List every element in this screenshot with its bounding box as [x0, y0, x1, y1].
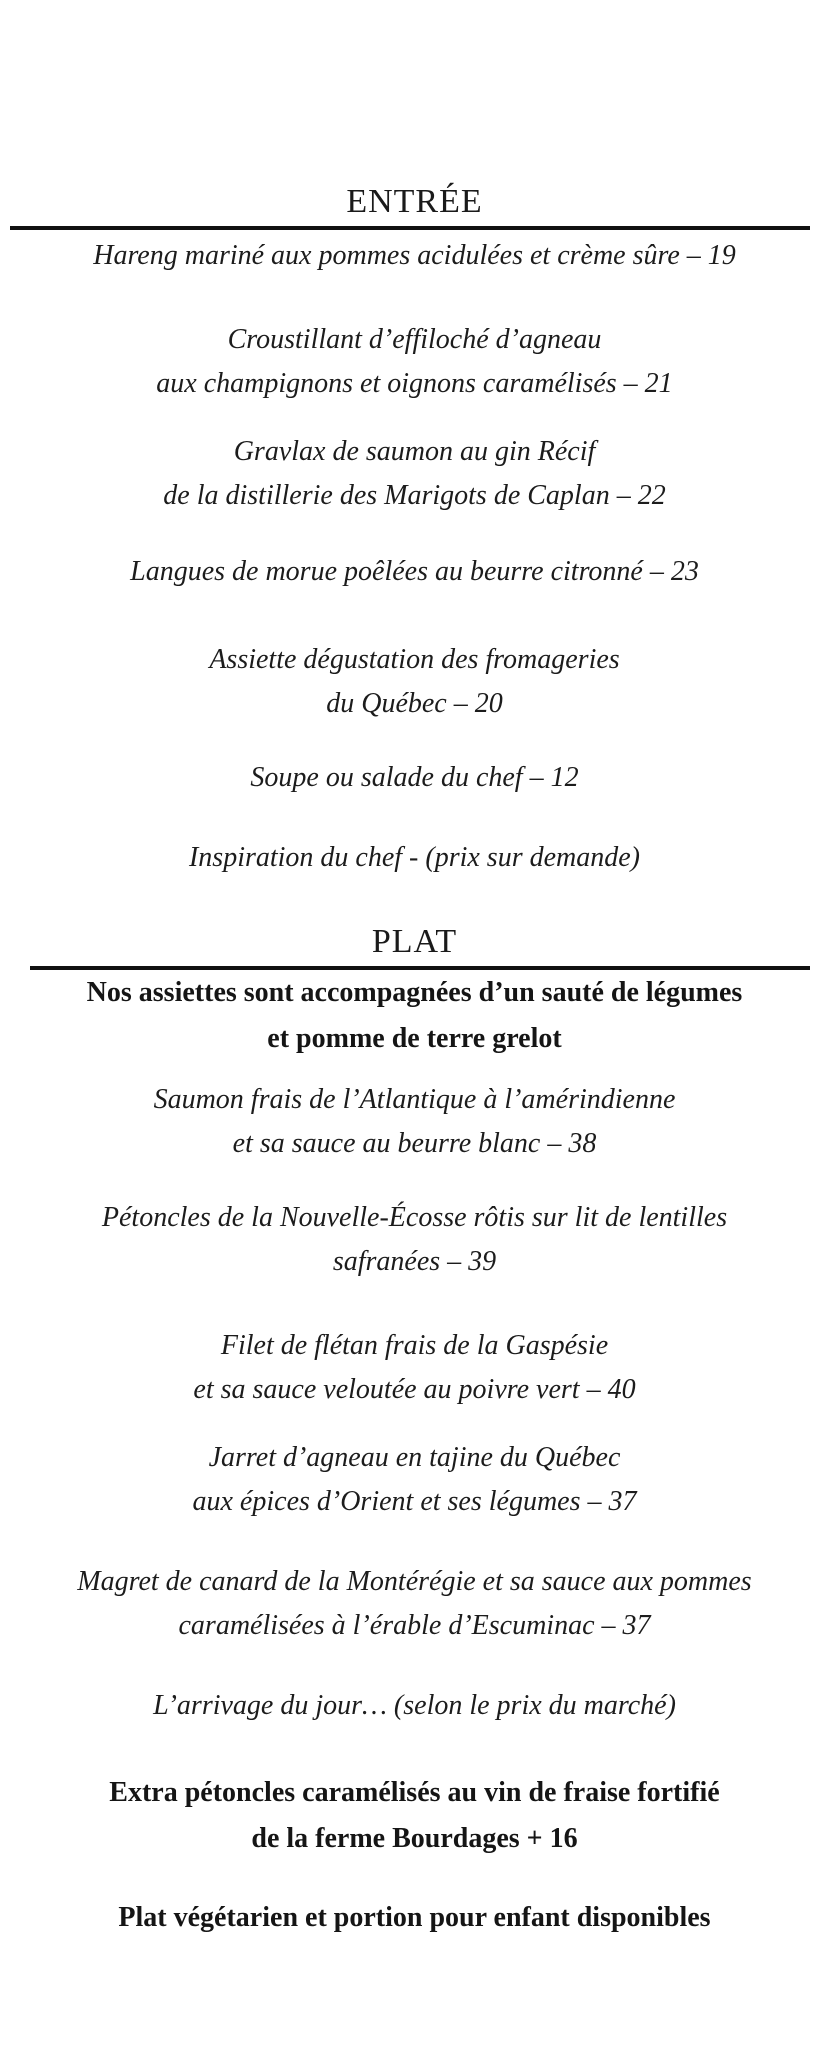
entree-heading: ENTRÉE: [346, 183, 483, 220]
entree-item-assiette: [0, 638, 829, 726]
plat-intro-line: Nos assiettes sont accompagnées d’un sauté de légumes: [86, 977, 743, 1008]
plat-item-arrivage: [0, 1684, 829, 1728]
plat-intro: [0, 970, 829, 1062]
plat-item-fletan: [0, 1324, 829, 1412]
entree-item-line: Langues de morue poêlées au beurre citronné – 23: [130, 556, 699, 587]
entree-item-line: du Québec – 20: [326, 688, 503, 719]
entree-item-inspiration: [0, 836, 829, 880]
entree-item-line: Gravlax de saumon au gin Récif: [233, 436, 596, 467]
plat-footer-line: Plat végétarien et portion pour enfant disponibles: [118, 1902, 711, 1933]
plat-extra-line: Extra pétoncles caramélisés au vin de fraise fortifié: [109, 1777, 720, 1808]
entree-item-gravlax: [0, 430, 829, 518]
plat-item-magret: [0, 1560, 829, 1648]
plat-item-line: Magret de canard de la Montérégie et sa sauce aux pommes: [77, 1566, 752, 1597]
plat-item-jarret: [0, 1436, 829, 1524]
plat-intro-line: et pomme de terre grelot: [267, 1023, 562, 1054]
entree-item-langues: [0, 550, 829, 594]
plat-item-line: aux épices d’Orient et ses légumes – 37: [192, 1486, 637, 1517]
plat-item-line: et sa sauce veloutée au poivre vert – 40: [193, 1374, 636, 1405]
plat-item-line: Pétoncles de la Nouvelle-Écosse rôtis sur lit de lentilles: [101, 1202, 728, 1233]
plat-extra-line: de la ferme Bourdages + 16: [251, 1823, 578, 1854]
plat-item-line: et sa sauce au beurre blanc – 38: [232, 1128, 597, 1159]
plat-item-line: caramélisées à l’érable d’Escuminac – 37: [178, 1610, 651, 1641]
plat-item-line: safranées – 39: [332, 1246, 497, 1277]
plat-item-line: Jarret d’agneau en tajine du Québec: [208, 1442, 621, 1473]
entree-divider: [10, 226, 810, 230]
plat-item-line: Saumon frais de l’Atlantique à l’amérindienne: [153, 1084, 676, 1115]
plat-extra: [0, 1770, 829, 1862]
entree-item-line: Inspiration du chef - (prix sur demande): [188, 842, 641, 873]
entree-item-line: Soupe ou salade du chef – 12: [250, 762, 579, 793]
entree-item-line: de la distillerie des Marigots de Caplan – 22: [163, 480, 666, 511]
entree-item-line: Croustillant d’effiloché d’agneau: [227, 324, 602, 355]
plat-heading: PLAT: [371, 923, 458, 960]
entree-item-soupe: [0, 756, 829, 800]
entree-item-line: Assiette dégustation des fromageries: [209, 644, 620, 675]
entree-item-line: Hareng mariné aux pommes acidulées et crème sûre – 19: [93, 240, 736, 271]
plat-item-line: L’arrivage du jour… (selon le prix du marché): [153, 1690, 676, 1721]
plat-footer: [0, 1895, 829, 1941]
entree-item-croustillant: [0, 318, 829, 406]
plat-item-saumon: [0, 1078, 829, 1166]
entree-item-line: aux champignons et oignons caramélisés – 21: [156, 368, 673, 399]
entree-item-hareng: [0, 234, 829, 278]
plat-item-line: Filet de flétan frais de la Gaspésie: [220, 1330, 609, 1361]
plat-item-petoncles: [0, 1196, 829, 1284]
